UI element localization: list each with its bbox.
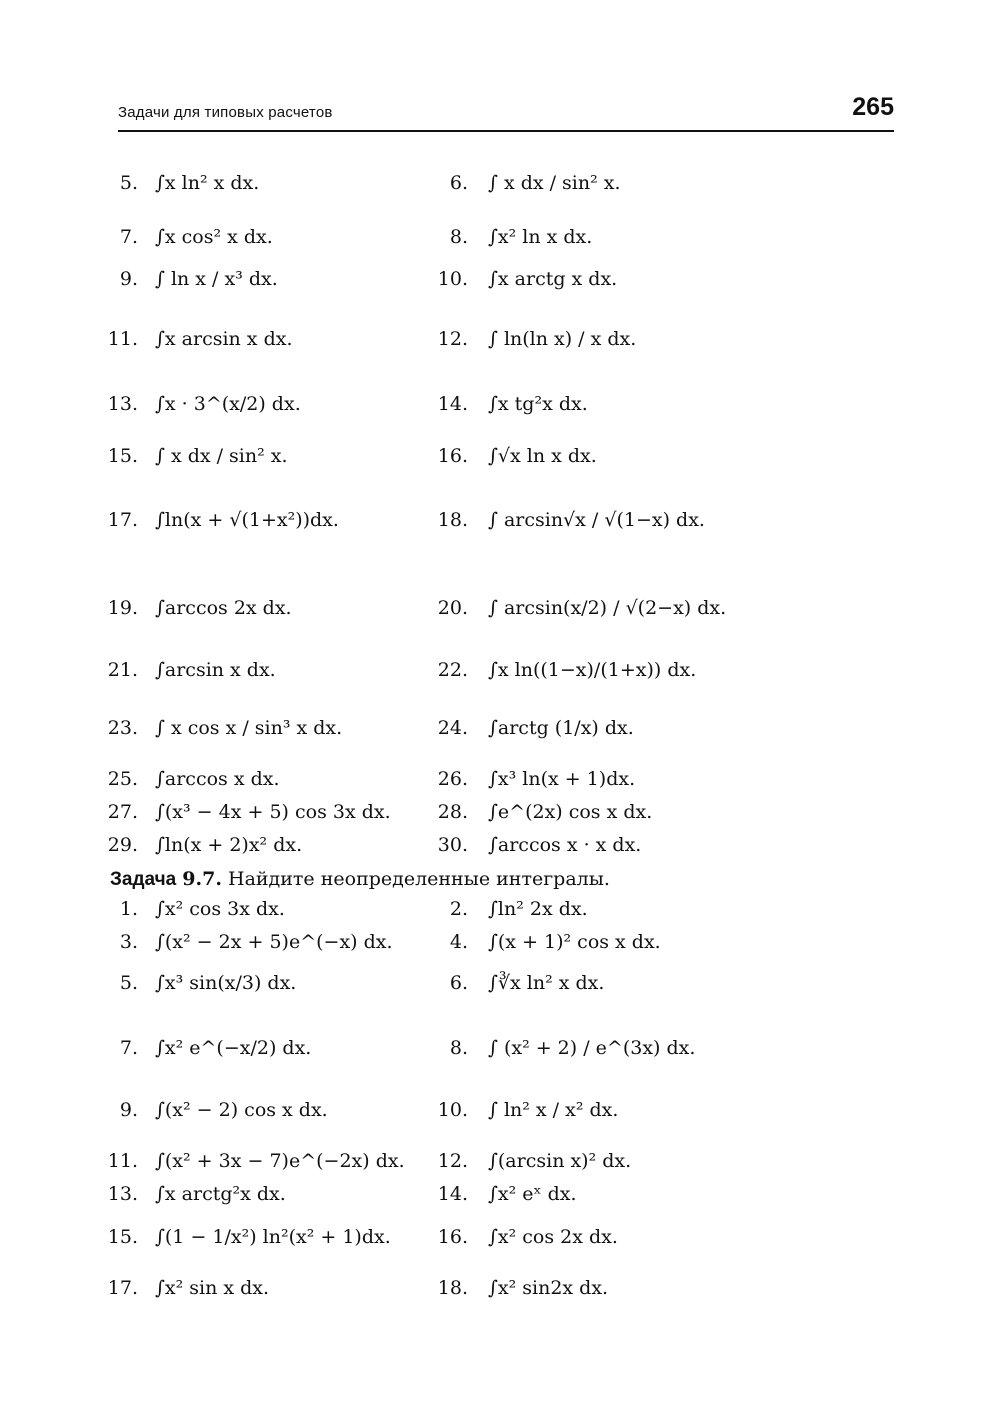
integral-expression: ∫(arcsin x)² dx. [488, 1150, 632, 1172]
exercise-number: 22. [437, 659, 468, 681]
exercise-number: 12. [437, 1150, 468, 1172]
exercise-number: 23. [107, 717, 138, 739]
integral-expression: ∫ ln x / x³ dx. [155, 268, 278, 290]
integral-expression: ∫ ln(ln x) / x dx. [488, 328, 637, 350]
task-label: Задача [110, 869, 177, 890]
exercise-number: 19. [107, 597, 138, 619]
exercise-number: 10. [437, 268, 468, 290]
integral-expression: ∫ln(x + 2)x² dx. [155, 834, 303, 856]
exercise-number: 25. [107, 768, 138, 790]
integral-expression: ∫∛x ln² x dx. [488, 972, 605, 994]
running-title: Задачи для типовых расчетов [118, 104, 333, 121]
integral-expression: ∫√x ln x dx. [488, 445, 597, 467]
exercise-number: 10. [437, 1099, 468, 1121]
integral-expression: ∫x tg²x dx. [488, 393, 588, 415]
integral-expression: ∫x cos² x dx. [155, 226, 273, 248]
integral-expression: ∫ x cos x / sin³ x dx. [155, 717, 343, 739]
exercise-number: 6. [449, 172, 468, 194]
integral-expression: ∫arccos x dx. [155, 768, 280, 790]
exercise-number: 30. [437, 834, 468, 856]
integral-expression: ∫x² sin x dx. [155, 1277, 270, 1299]
integral-expression: ∫arccos 2x dx. [155, 597, 292, 619]
exercise-number: 17. [107, 509, 138, 531]
exercise-number: 14. [437, 1183, 468, 1205]
task-number: 9.7. [182, 868, 222, 890]
integral-expression: ∫ ln² x / x² dx. [488, 1099, 619, 1121]
exercise-number: 7. [119, 226, 138, 248]
exercise-number: 9. [119, 1099, 138, 1121]
integral-expression: ∫ arcsin√x / √(1−x) dx. [488, 509, 705, 531]
integral-expression: ∫ arcsin(x/2) / √(2−x) dx. [488, 597, 727, 619]
integral-expression: ∫x² ln x dx. [488, 226, 593, 248]
exercise-number: 13. [107, 393, 138, 415]
integral-expression: ∫ x dx / sin² x. [155, 445, 288, 467]
exercise-number: 3. [119, 931, 138, 953]
integral-expression: ∫(x² + 3x − 7)e^(−2x) dx. [155, 1150, 405, 1172]
exercise-number: 27. [107, 801, 138, 823]
task-text: Найдите неопределенные интегралы. [228, 868, 610, 890]
exercise-number: 26. [437, 768, 468, 790]
integral-expression: ∫e^(2x) cos x dx. [488, 801, 653, 823]
integral-expression: ∫x arctg x dx. [488, 268, 618, 290]
integral-expression: ∫x² eˣ dx. [488, 1183, 577, 1205]
exercise-number: 13. [107, 1183, 138, 1205]
exercise-number: 15. [107, 1226, 138, 1248]
exercise-number: 8. [449, 1037, 468, 1059]
integral-expression: ∫x arcsin x dx. [155, 328, 293, 350]
exercise-number: 20. [437, 597, 468, 619]
exercise-number: 1. [119, 898, 138, 920]
integral-expression: ∫x² e^(−x/2) dx. [155, 1037, 312, 1059]
task-heading [110, 868, 610, 891]
integral-expression: ∫x ln² x dx. [155, 172, 260, 194]
exercise-number: 6. [449, 972, 468, 994]
integral-expression: ∫arcsin x dx. [155, 659, 276, 681]
page-number: 265 [852, 93, 894, 121]
exercise-number: 24. [437, 717, 468, 739]
integral-expression: ∫ (x² + 2) / e^(3x) dx. [488, 1037, 696, 1059]
integral-expression: ∫(x² − 2) cos x dx. [155, 1099, 328, 1121]
exercise-number: 11. [107, 1150, 138, 1172]
exercise-number: 29. [107, 834, 138, 856]
integral-expression: ∫x³ ln(x + 1)dx. [488, 768, 636, 790]
exercise-number: 9. [119, 268, 138, 290]
exercise-number: 16. [437, 1226, 468, 1248]
integral-expression: ∫(1 − 1/x²) ln²(x² + 1)dx. [155, 1226, 391, 1248]
integral-expression: ∫(x³ − 4x + 5) cos 3x dx. [155, 801, 391, 823]
integral-expression: ∫ln² 2x dx. [488, 898, 588, 920]
integral-expression: ∫arctg (1/x) dx. [488, 717, 634, 739]
exercise-number: 8. [449, 226, 468, 248]
exercise-number: 12. [437, 328, 468, 350]
integral-expression: ∫x · 3^(x/2) dx. [155, 393, 301, 415]
integral-expression: ∫(x + 1)² cos x dx. [488, 931, 661, 953]
exercise-number: 18. [437, 509, 468, 531]
integral-expression: ∫ln(x + √(1+x²))dx. [155, 509, 339, 531]
exercise-number: 16. [437, 445, 468, 467]
integral-expression: ∫x³ sin(x/3) dx. [155, 972, 297, 994]
page-header [118, 93, 894, 132]
integral-expression: ∫x² sin2x dx. [488, 1277, 609, 1299]
exercise-number: 2. [449, 898, 468, 920]
exercise-number: 4. [449, 931, 468, 953]
exercise-number: 14. [437, 393, 468, 415]
integral-expression: ∫arccos x · x dx. [488, 834, 642, 856]
exercise-number: 7. [119, 1037, 138, 1059]
integral-expression: ∫x arctg²x dx. [155, 1183, 286, 1205]
integral-expression: ∫(x² − 2x + 5)e^(−x) dx. [155, 931, 393, 953]
exercise-number: 21. [107, 659, 138, 681]
exercise-number: 17. [107, 1277, 138, 1299]
exercise-number: 5. [119, 172, 138, 194]
exercise-number: 5. [119, 972, 138, 994]
exercise-number: 15. [107, 445, 138, 467]
integral-expression: ∫x² cos 2x dx. [488, 1226, 618, 1248]
integral-expression: ∫x² cos 3x dx. [155, 898, 285, 920]
exercise-number: 18. [437, 1277, 468, 1299]
integral-expression: ∫ x dx / sin² x. [488, 172, 621, 194]
exercise-number: 28. [437, 801, 468, 823]
integral-expression: ∫x ln((1−x)/(1+x)) dx. [488, 659, 697, 681]
exercise-number: 11. [107, 328, 138, 350]
